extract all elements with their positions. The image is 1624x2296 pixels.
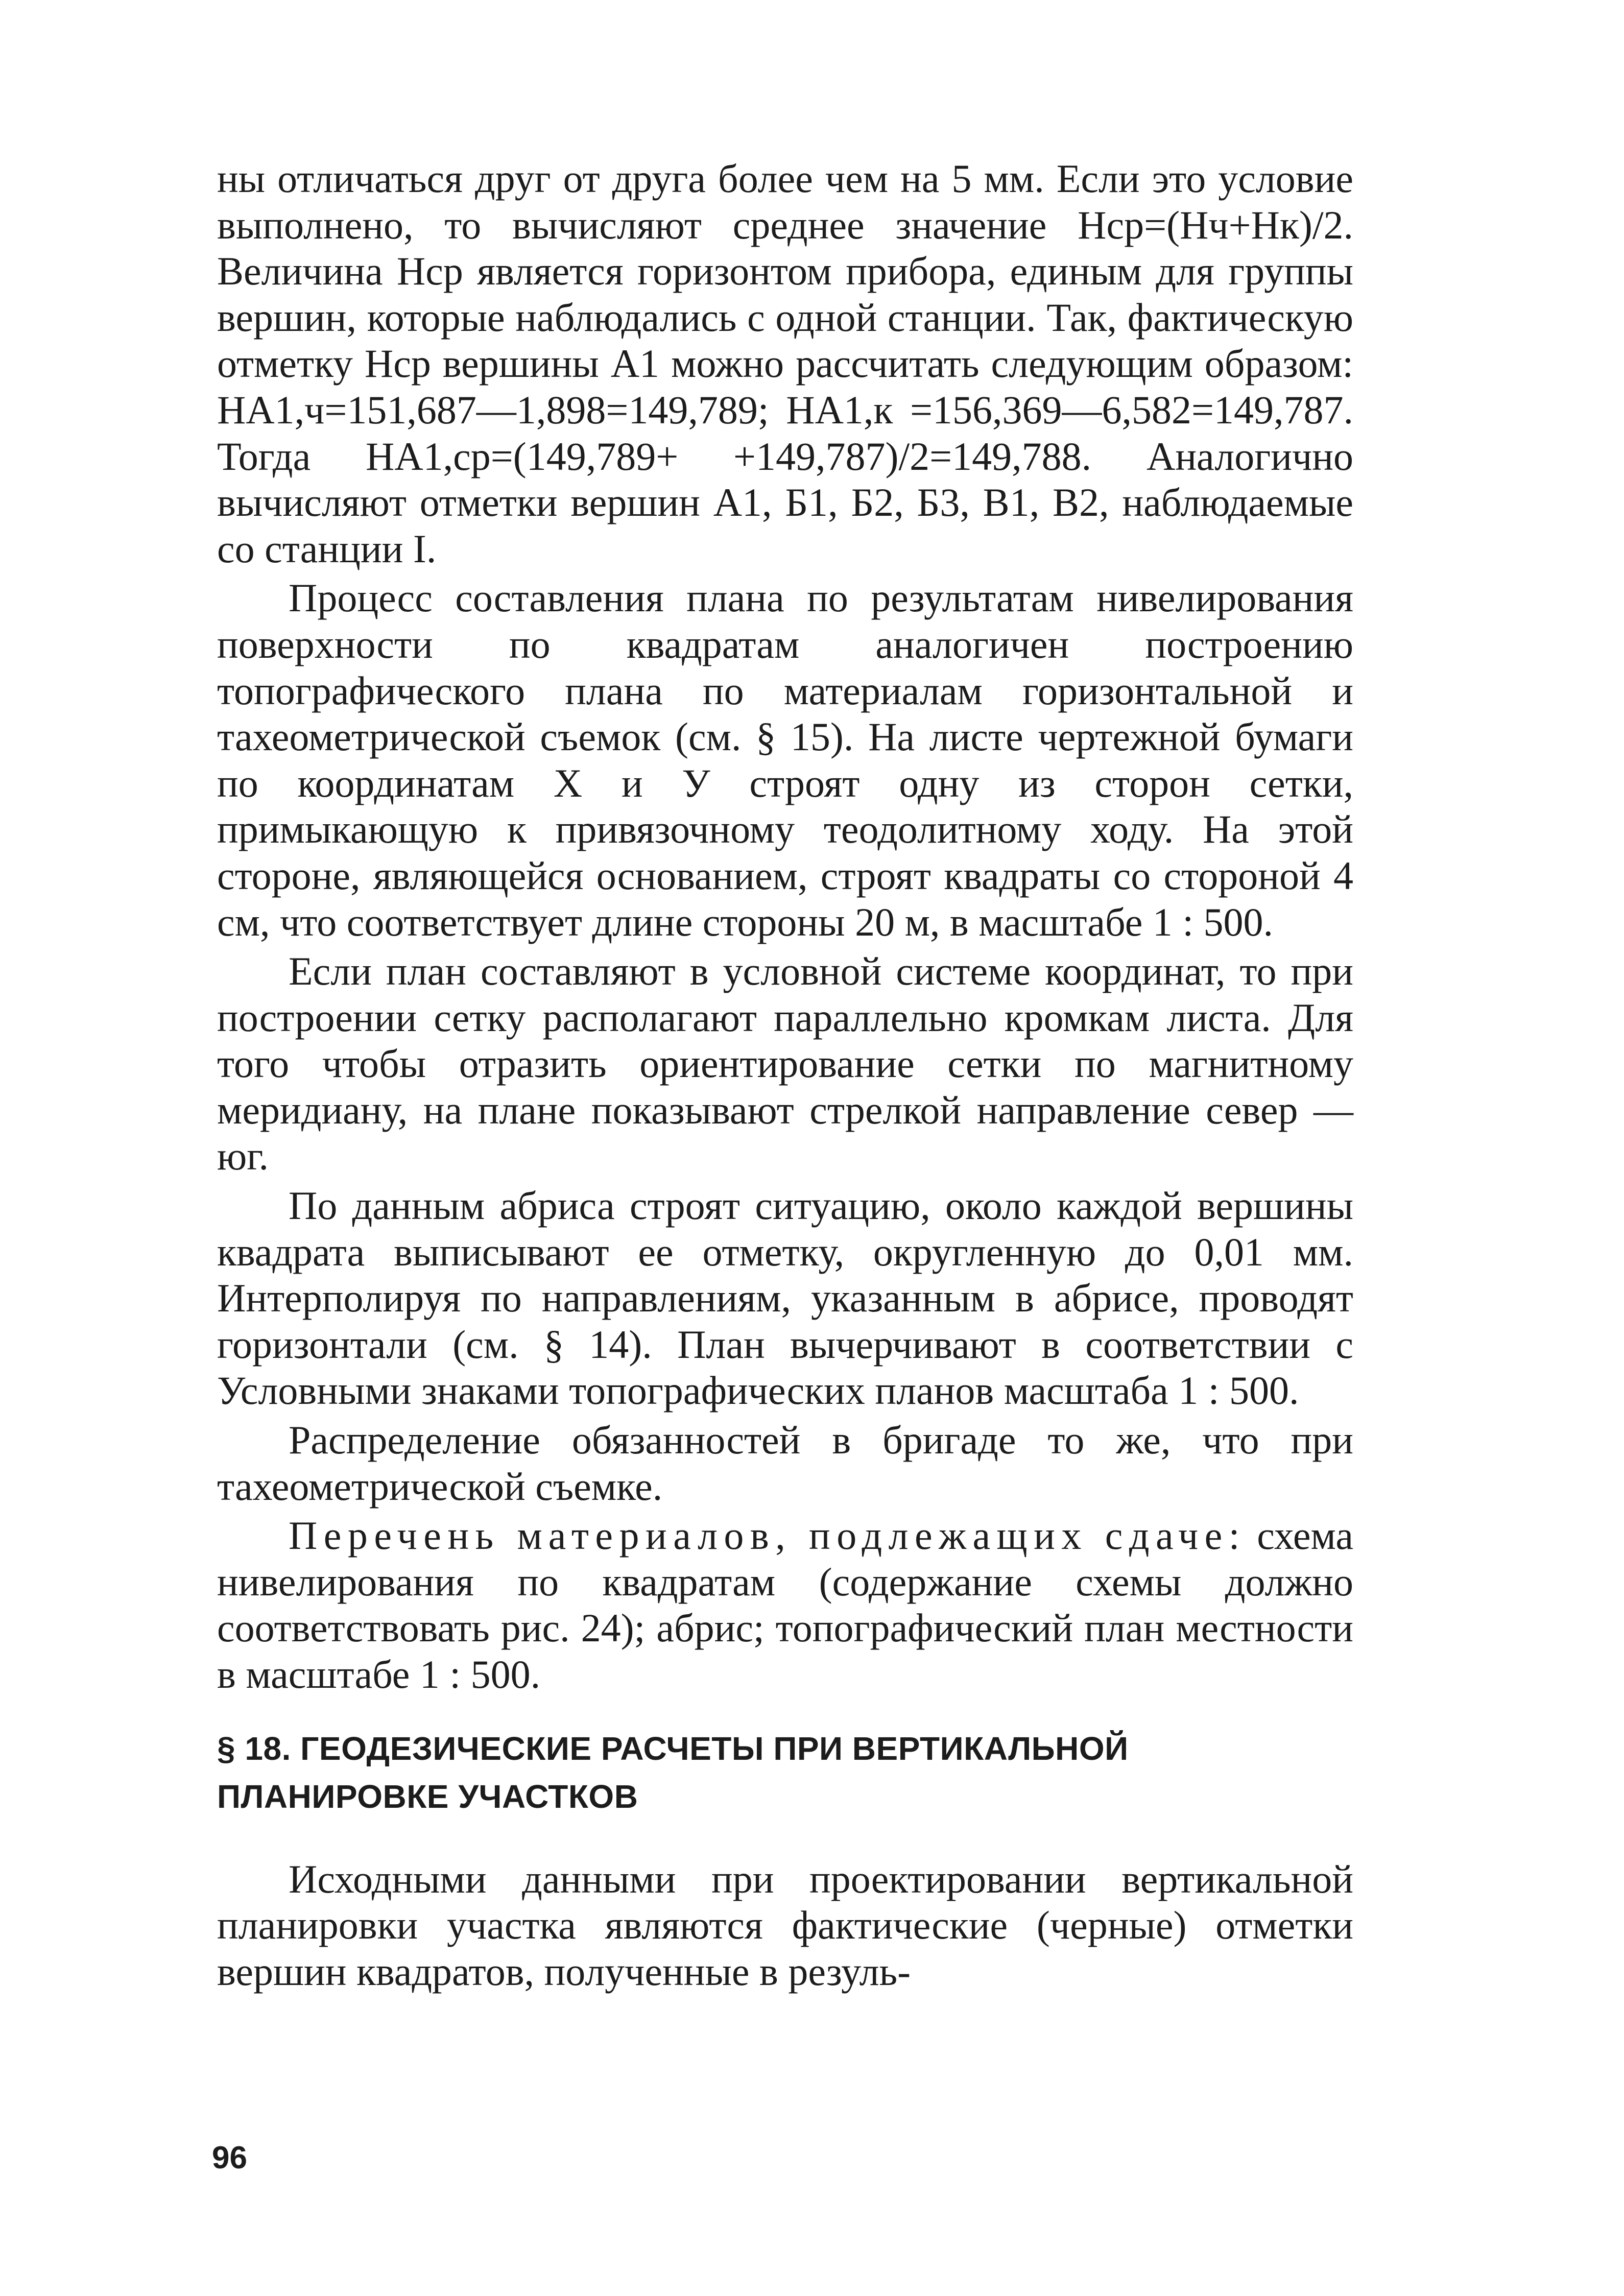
paragraph-conditional-coordinates: Если план составляют в условной системе координат, то при построении сетку располагают параллельно кромкам листа. Для того чтобы отразить ориентирование сетки по магнитному меридиану, на плане показывают стрелкой направление север — юг. [217, 949, 1353, 1179]
paragraph-materials [217, 1513, 1353, 1697]
section-heading: § 18. ГЕОДЕЗИЧЕСКИЕ РАСЧЕТЫ ПРИ ВЕРТИКАЛЬНОЙ ПЛАНИРОВКЕ УЧАСТКОВ [217, 1730, 1129, 1815]
paragraph-initial-data: Исходными данными при проектировании вертикальной планировки участка являются фактические (черные) отметки вершин квадратов, полученные в резуль- [217, 1856, 1353, 1994]
paragraph-abris-situation: По данным абриса строят ситуацию, около каждой вершины квадрата выписывают ее отметку, округленную до 0,01 мм. Интерполируя по направлениям, указанным в абрисе, проводят горизонтали (см. § 14). План вычерчивают в соответствии с Условными знаками топографических планов масштаба 1 : 500. [217, 1183, 1353, 1413]
paragraph-duties: Распределение обязанностей в бригаде то же, что при тахеометрической съемке. [217, 1418, 1353, 1509]
paragraph-plan-compilation: Процесс составления плана по результатам нивелирования поверхности по квадратам аналогичен построению топографического плана по материалам горизонтальной и тахеометрической съемок (см. § 15). На листе чертежной бумаги по координатам X и У строят одну из сторон сетки, примыкающую к привязочному теодолитному ходу. На этой стороне, являющейся основанием, строят квадраты со стороной 4 см, что соответствует длине стороны 20 м, в масштабе 1 : 500. [217, 576, 1353, 944]
paragraph-continuation: ны отличаться друг от друга более чем на 5 мм. Если это условие выполнено, то вычисляют среднее значение Hср=(Hч+Hк)/2. Величина Hср является горизонтом прибора, единым для группы вершин, которые наблюдались с одной станции. Так, фактическую отметку Hср вершины А1 можно рассчитать следующим образом: HА1,ч=151,687—1,898=149,789; HА1,к =156,369—6,582=149,787. Тогда HА1,ср=(149,789+ +149,787)/2=149,788. Аналогично вычисляют отметки вершин А1, Б1, Б2, Б3, В1, В2, наблюдаемые со станции I. [217, 156, 1353, 571]
body-text [217, 156, 1353, 1995]
materials-text: схема нивелирования по квадратам (содержание схемы должно соответствовать рис. 24); абрис; топографический план местности в масштабе 1 : 500. [217, 1513, 1354, 1696]
page-number: 96 [212, 2140, 247, 2175]
materials-label: Перечень материалов, подлежащих сдаче: [289, 1513, 1246, 1558]
